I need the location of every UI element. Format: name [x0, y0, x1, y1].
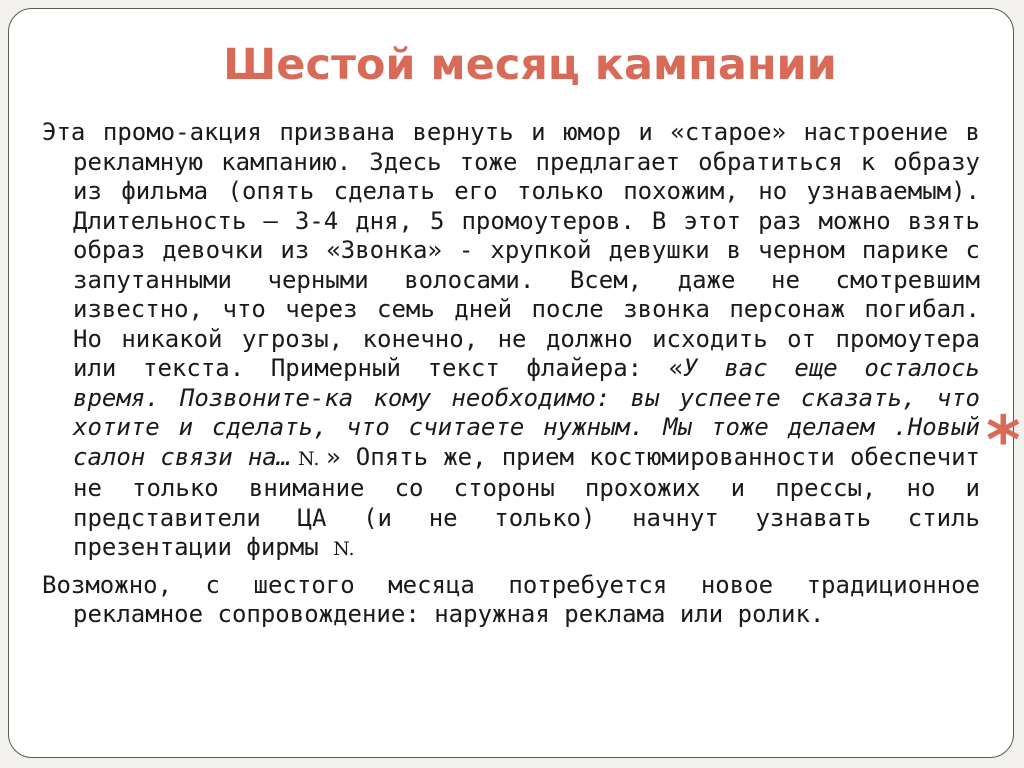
asterisk-icon: * — [986, 402, 1021, 479]
paragraph-text: Эта промо-акция призвана вернуть и юмор и «старое» настроение в рекламную кампанию. Здесь тоже предлагает обратиться к образу из фильма (опять сделать его только похожим, но узнаваемым). Длительность – 3-4 дня, 5 промоутеров. В этот раз можно взять образ девочки из «Звонка» - хрупкой девушки в черном парике с запутанными черными волосами. Всем, даже не смотревшим известно, что через семь дней после звонка персонаж погибал. Но никакой угрозы, конечно, не должно исходить от промоутера или текста. Примерный текст флайера: « — [42, 118, 980, 382]
slide-title: Шестой месяц кампании — [223, 40, 837, 90]
brand-name-end: N. — [333, 538, 355, 560]
slide-body — [42, 118, 980, 630]
paragraph-text-continued: » Опять же, прием костюмированности обеспечит не только внимание со стороны прохожих и прессы, но и представители ЦА (и не только) начнут узнавать стиль презентации фирмы — [73, 442, 980, 561]
flyer-text: У вас еще осталось время. Позвоните-ка кому необходимо: вы успеете сказать, что хотите и сделать, что считаете нужным. Мы тоже делаем .Новый салон связи на… — [73, 354, 980, 471]
paragraph-conclusion: Возможно, с шестого месяца потребуется новое традиционное рекламное сопровождение: наружная реклама или ролик. — [42, 570, 980, 628]
brand-name: N. — [291, 447, 327, 470]
paragraph-campaign-description — [42, 118, 980, 565]
